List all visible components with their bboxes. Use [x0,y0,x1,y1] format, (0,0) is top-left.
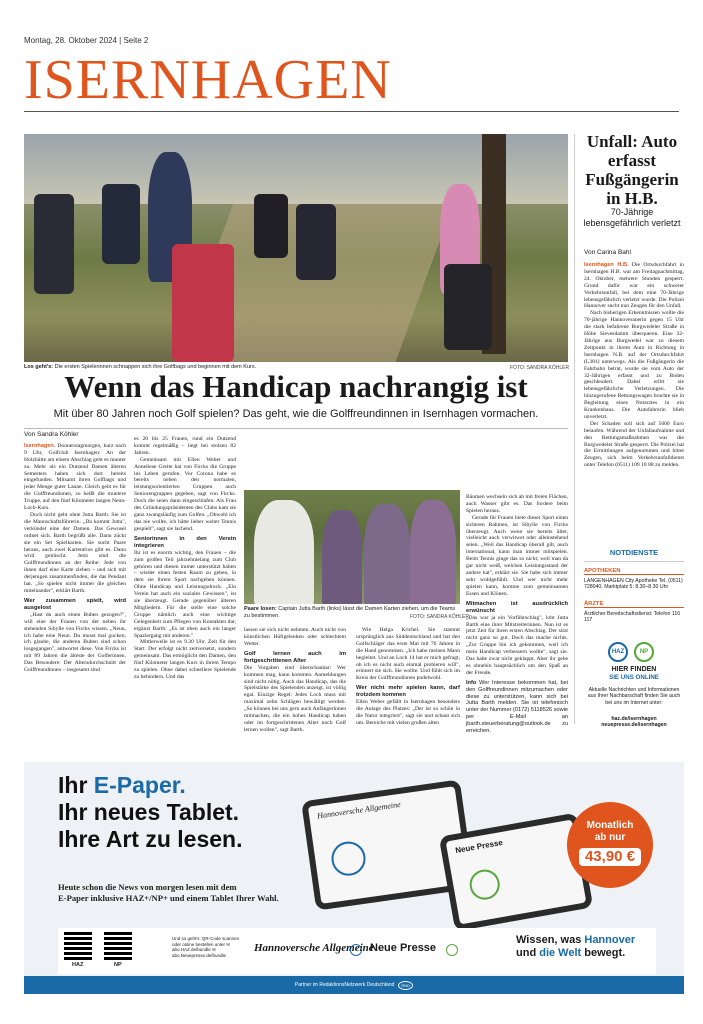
online-urls [584,716,684,729]
rnd-logo-icon: RND [398,981,413,990]
apotheken-label: APOTHEKEN [584,568,684,575]
online-logos [608,642,654,662]
ad-line-1 [58,772,242,799]
paragraph-text: Donnerstagmorgen, kurz nach 9 Uhr, Golfclub Isernhagen: An der Holzhütte am einem Abschlag geht es munter zu. Mehr als ein Dutzend Damen älteren Semesters haben sich dort bereits eingefunden. Mitsamt ihren Golfbags und jeder Menge guter Laune. Gleich geht es für die Golffreundinnen, so heißt die muntere Truppe, auf den fünf Kilometer langen Neun-Loch-Kurs. [24,442,126,512]
qr-label: HAZ [72,962,84,968]
partner-text: Partner im RedaktionsNetzwerk Deutschland [294,982,395,988]
sidebar-headline: Unfall: Auto erfasst Fußgängerin in H.B. [585,132,679,208]
online-description: Aktuelle Nachrichten und Informationen aus Ihrer Nachbarschaft finden Sie auch bei uns im Internet unter: [587,687,681,706]
paragraph: „Hast du auch einen Buben gezogen?", will eine der Frauen von der neben ihr stehenden Sibylle von Fircks wissen. „Neun, ich habe eine Neun. Du musst mal gucken, ich glaube, die anderen Buben sind schon losgegangen", antwortet diese. Von Fircks ist mit 89 Jahren die älteste der Golferinnen. Das Besondere: Der Altersdurchschnitt der Golffreundinnen – insgesamt sind [24,611,126,674]
paragraph: Bäumen wechseln sich ab mit freien Flächen, auch Wasser gibt es. Das fordere beim Spielen heraus. [466,494,568,514]
caption-lead: Los geht's: [24,364,54,370]
main-photo [24,134,568,362]
url-np[interactable]: neuepresse.de/isernhagen [601,722,667,729]
sidebar-body [584,262,684,469]
paragraph [584,262,684,310]
slogan-line-2 [516,947,635,960]
badge-text [567,820,653,844]
paragraph: lassen sie sich nicht nehmen. Auch nicht von künstlichen Hüftgelenken oder schlechtem Wetter. [244,627,346,647]
golf-bag [296,204,336,280]
masthead-rule [24,111,679,112]
ad-line-2: Ihr neues Tablet. [58,799,240,825]
badge-price: 43,90 € [579,848,641,866]
paragraph [24,443,126,512]
paragraph-text: Die Ortsdurchfahrt in Isernhagen H.B. war am Freitagnachmittag, 24. Oktober, mehrere Stunden gesperrt. Grund dafür war ein schwerer Verkehrsunfall, bei dem eine 70-Jährige lebensgefährlich verletzt wurde. Die Polizei Hannover sucht nun Zeugen für den Unfall. [584,262,684,310]
ad-scan-text: Und so geht's: QR-Code scannen oder online bestellen unter ✉ abo.HAZ.de/bundle ✉ abo.Neuepresse.de/bundle [172,936,240,958]
slogan-highlight: Hannover [584,934,636,946]
small-photo-credit: FOTO: SANDRA KÖHLER [410,614,470,620]
sidebar-author: Von Carina Bahl [584,249,631,256]
golfer-person [322,510,362,604]
golfer-person [410,500,456,604]
paragraph: Der Schaden soll sich auf 5000 Euro belaufen. Während der Unfallaufnahme und den Rettungsmaßnahmen war die Burgwedeler Straße gesperrt. Die Polizei hat die Ermittlungen aufgenommen und bittet Zeugen, sich beim Verkehrsunfalldienst unter Telefon (0511) 109 18 88 zu melden. [584,420,684,469]
paragraph: Doch nicht geht ohne Jutta Barth. Sie ist die Mannschaftsführerin. „Da kommt Jutta", verkündet eine der Damen. Das Gewusel ordnet sich. Barth begrüßt alle. Dann zückt sie ein Set Spielkarten. Sie sucht Paare heraus, auch zwei Kartentrios gibt es. Dann wird gemischt. Jetzt sind die Golffreundinnen an der Reihe: Jede von ihnen darf eine Karte ziehen – und sich mit derjenigen zusammenfinden, die das Pendant hat. „So spielen nicht immer die gleichen miteinander", erklärt Barth. [24,511,126,594]
slogan-text: Wissen, was [516,934,585,946]
subheading: Wer zusammen spielt, wird ausgelost [24,597,126,611]
logo-haz: Hannoversche Allgemeine [254,942,374,954]
slogan-highlight: die Welt [539,947,582,959]
subheading: Seniorinnen in den Verein integrieren [134,535,236,549]
paragraph: Die Vorgaben sind überschaubar: Wer kommen mag, kann kommen. Anmeldungen sind nicht nötig. Auch das Handicap, das die Spielstärke des Spielenden anzeigt, ist völlig egal. Einzige Regel: Jedes Loch muss mit maximal zehn Schlägen bewältigt werden. „So können bei uns gern auch Anfängerinnen mitmachen, die ein hohes Handicap haben oder im fortgeschrittenen Alter noch Golf lernen wollen", sagt Barth. [244,664,346,733]
ad-headline [58,772,242,853]
qr-code-icon[interactable] [64,932,92,960]
ad-line-1-text: Ihr [58,772,94,798]
ad-footer [58,928,656,974]
dateline-location: Isernhagen. [24,442,56,449]
info-label: Info [466,679,477,686]
paragraph: Wie Helga Krichel. Sie stammt ursprünglich aus Süddeutschland und hat den Golfschläger das erste Mal mit 76 Jahren in die Hand genommen. „Ich habe meinen Mann begleitet. Und an Loch 14 hat er mich gefragt, ob ich es nicht auch einmal probieren will", erinnert sie sich. Sie wollte. Und fühlt sich im Kreis der Golffreundinnen pudelwohl. [356,627,460,682]
qr-label: NP [114,962,122,968]
paragraph: Gerade für Frauen biete dieser Sport einen sicheren Rahmen, ist Sibylle von Fircks überzeugt. Auch wenn sie bereits älter, vielleicht auch verwitwet oder alleinstehend seien. „Weil das Handicap überall gilt, auch international, kann man immer mitspielen. Beim Tennis ginge das so nicht; weil man da gar nicht weiß, welchen Leistungsstand der andere hat", erklärt sie. Sie habe sich immer sehr wohlgefühlt. Und wer nicht mehr spielen kann, komme zum gemeinsamen Essen und Klönen. [466,514,568,597]
ad-partner-bar [24,976,684,994]
golfer-person [364,504,410,604]
ad-line-1-highlight: E-Paper. [93,772,186,798]
paragraph: Nach bisherigen Erkenntnissen wollte die 70-jährige Hannoveranerin gegen 15 Uhr die stark befahrene Burgwedeler Straße in Höhe Sievesdamm überqueren. Eine 32-Jährige aus Burgwedel war zu diesem Zeitpunkt in ihrem Auto in Richtung in Isernhagen N.B. auf der Ortsdurchfahrt (L381) unterwegs. Als die Fußgängerin die Fahrbahn betrat, wurde sie vom Auto der 32-Jährigen erfasst und zu Boden geschleudert. Dabei erlitt sie lebensgefährliche Verletzungen. Die hinzugerufene Rettungswagen brachte sie in Begleitung eines Notarztes in ein Krankenhaus. Die Autofahrerin blieb unverletzt. [584,310,684,420]
dateline-location: Isernhagen H.B. [584,262,629,268]
paragraph: Ellen Weber gefällt in Isernhagen besonders die Anlage des Platzes: „Der ist so schön in die Natur integriert", sagt sie und schaut sich um. Bereiche mit vielen großen alten [356,699,460,726]
caption-lead: Paare losen: [244,606,277,612]
article-column-2 [134,436,236,681]
article-headline: Wenn das Handicap nachrangig ist [64,369,528,404]
golf-bag [172,244,234,362]
notdienste-heading: NOTDIENSTE [584,548,684,562]
article-column-1 [24,432,126,674]
paragraph: Mittlerweile ist es 9.30 Uhr. Zeit für den Start. Der erfolgt nicht zeitversetzt, sondern gemeinsam. Das ermöglicht den Damen, den fünf Kilometer langen Kurs in ihrem Tempo zu spielen. Ohne dabei schnellere Spielende zu behindern. Und das [134,639,236,680]
slogan-text: bewegt. [581,947,626,959]
slogan-text: und [516,947,540,959]
slogan-line-1 [516,934,635,947]
np-logo-icon: NP [634,642,654,662]
qr-code-icon[interactable] [104,932,132,960]
dateline: Montag, 28. Oktober 2024 | Seite 2 [24,36,149,45]
info-box [466,680,568,735]
info-text: Wer Interesse bekommen hat, bei den Golffreundinnen mitzumachen oder diese zu unterstützen, kann sich bei Jutta Barth melden. Sie ist telefonisch unter der Nummer (0172) 5118526 sowie per E-Mail an jbarth.steuerberatung@outlook.de zu erreichen. [466,679,568,735]
haz-mini-icon [350,944,362,956]
badge-line-1: Monatlich [586,820,634,831]
article-column-3 [244,627,346,734]
masthead: ISERNHAGEN [24,49,392,111]
haz-logo-icon: HAZ [608,642,628,662]
subheading: Golf lernen auch im fortgeschrittenen Alter [244,650,346,664]
logo-np: Neue Presse [370,942,437,954]
golfer-person [254,500,314,604]
caption-text: Captain Jutta Barth (links) lässt die Damen Karten ziehen, um die Teams zu bestimmen. [244,606,456,619]
golf-bag [34,194,74,294]
ad-sub-line-1: Heute schon die News von morgen lesen mit dem [58,882,237,892]
small-photo [244,490,460,604]
ad-line-3: Ihre Art zu lesen. [58,826,243,852]
tablet-screen [446,820,587,925]
haz-plus-icon [329,839,367,877]
ad-slogan [516,934,635,960]
paragraph: es 20 bis 25 Frauen, rund ein Dutzend kommt regelmäßig – liegt bei stolzen 82 Jahren. [134,436,236,456]
subheading: Wer nicht mehr spielen kann, darf trotzdem kommen [356,685,460,699]
tablet-title: Hannoversche Allgemeine [316,799,402,821]
main-photo-credit: FOTO: SANDRA KÖHLER [510,365,570,371]
aerzte-text: Ärztlicher Bereitschaftsdienst: Telefon 116 117 [584,611,681,624]
price-badge [567,802,653,888]
paragraph: Gemeinsam mit Ellen Weber und Anneliese Greite hat von Fircks die Gruppe ins Leben gerufen. Vor Corona habe es bereits neben den normalen, leistungsorientierten Gruppen auch Seniorengruppen gegeben, sagt von Fircks. Doch die seien dann eingeschlafen. Als Frau des Gründungspräsidenten des Clubs kam sie ganz zwangsläufig zum Golfen. „Obwohl ich das nie wollte, ich hätte lieber weiter Tennis gespielt", sagt sie lachend. [134,456,236,532]
golf-bag [254,194,288,258]
paragraph: „Das war ja ein Vorführschlag", lobt Jutta Barth eine ihrer Mitstreiterinnen. Nun ist es jetzt Zeit für ihren ersten Abschlag. Der sitzt nicht ganz so gut. Doch das mache nichts. „Zur Gruppe bin ich gekommen, weil ich mein Handicap verbessern wollte", sagt sie. Das habe zwar nicht geklappt. Aber ihr gehe es ohnehin hauptsächlich um den Spaß an der Freude. [466,614,568,676]
subheading: Mitmachen ist ausdrücklich erwünscht [466,600,568,614]
epaper-ad [24,762,684,994]
paragraph: Ihr ist es enorm wichtig, den Frauen – die zum großen Teil jahrzehntelang zum Club gehören und diesen immer unterstützt haben – wieder einen festen Raum zu geben, in dem sie ihrem Sport nachgehen können. Ohne Handicap und Leistungsdruck. „Ein Verein hat auch ein soziales Gewissen", ist sie überzeugt. Gerade gegenüber älteren Mitgliedern. Für die stelle eine solche Gruppe nämlich auch eine wichtige Gelegenheit zum Pflegen von Kontakten dar, ergänzt Barth: „Es ist eben auch ein langer Spaziergang mit anderen." [134,549,236,639]
online-heading: SIE UNS ONLINE [609,674,659,681]
caption-text: Die ersten Spielerinnen schnappen sich ihre Golfbags und beginnen mit dem Kurs. [53,364,257,370]
sidebar-divider [574,134,575,724]
hier-finden-heading: HIER FINDEN [611,666,657,673]
tablet-title: Neue Presse [454,837,504,856]
np-mini-icon [446,944,458,956]
ad-subtext [58,882,279,904]
article-column-4 [356,627,460,727]
ad-sub-line-2: E-Paper inklusive HAZ+/NP+ und einem Tablet Ihrer Wahl. [58,893,279,903]
article-column-5 [466,494,568,735]
golf-bag [102,184,140,264]
sidebar-subline: 70-Jährige lebensgefährlich verletzt [583,207,681,228]
badge-line-2: ab nur [594,832,626,843]
article-author: Von Sandra Köhler [24,431,79,438]
np-plus-icon [467,867,502,902]
url-haz[interactable]: haz.de/isernhagen [611,716,657,722]
golf-bag [444,264,492,350]
body-rule [24,428,568,429]
aerzte-label: ÄRZTE [584,601,684,608]
article-subline: Mit über 80 Jahren noch Golf spielen? Das geht, wie die Golffreundinnen in Isernhagen vormachen. [53,408,539,420]
apotheken-text: LANGENHAGEN City Apotheke Tel. (0511) 728040, Marktplatz 5: 8.30–8.30 Uhr [584,578,683,591]
